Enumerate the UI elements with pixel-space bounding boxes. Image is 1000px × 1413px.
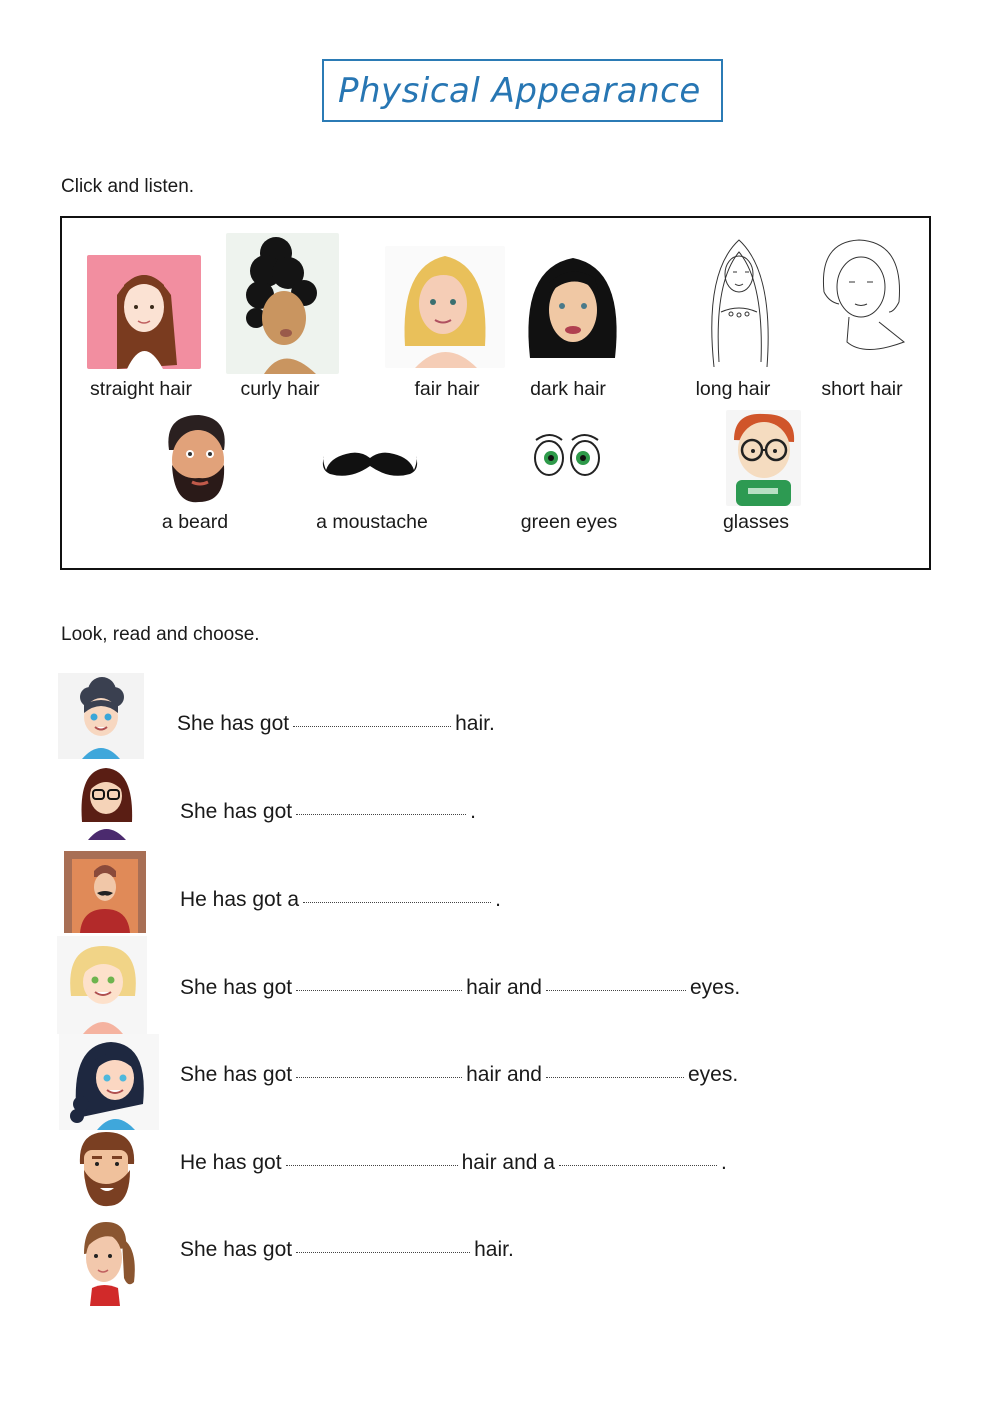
sentence-text: hair. bbox=[455, 712, 495, 735]
sentence-text: She has got bbox=[180, 800, 293, 823]
answer-input-3a[interactable] bbox=[303, 880, 491, 902]
sentence-text: She has got bbox=[177, 712, 290, 735]
curly-hair-woman-image[interactable] bbox=[226, 233, 339, 374]
exercise-sentence-5 bbox=[180, 1063, 738, 1087]
sentence-text: She has got bbox=[180, 976, 293, 999]
answer-blank-6b[interactable] bbox=[559, 1165, 717, 1166]
exercise-sentence-7 bbox=[180, 1238, 514, 1262]
sentence-text: hair and bbox=[466, 976, 542, 999]
answer-input-5a[interactable] bbox=[296, 1055, 462, 1077]
girl-curly-updo-avatar bbox=[58, 673, 144, 759]
title-box bbox=[322, 59, 723, 122]
vocab-label: fair hair bbox=[414, 378, 480, 400]
exercise-sentence-4 bbox=[180, 976, 740, 1000]
answer-blank-4a[interactable] bbox=[296, 990, 462, 991]
vocab-label: straight hair bbox=[90, 378, 192, 400]
girl-glasses-avatar bbox=[76, 762, 136, 840]
long-hair-sketch-image[interactable] bbox=[689, 232, 789, 372]
sentence-text: eyes. bbox=[689, 976, 741, 999]
dark-hair-girl-avatar bbox=[59, 1034, 159, 1130]
answer-input-6a[interactable] bbox=[286, 1143, 458, 1165]
answer-blank-7a[interactable] bbox=[296, 1252, 470, 1253]
sentence-text: He has got a bbox=[180, 888, 300, 911]
dark-hair-woman-image[interactable] bbox=[515, 248, 630, 363]
vocab-label: long hair bbox=[695, 378, 771, 400]
answer-blank-5b[interactable] bbox=[546, 1077, 684, 1078]
vocab-label: green eyes bbox=[520, 511, 618, 533]
answer-blank-5a[interactable] bbox=[296, 1077, 462, 1078]
page-title: Physical Appearance bbox=[338, 70, 701, 111]
exercise-sentence-1 bbox=[177, 712, 495, 736]
sentence-text: She has got bbox=[180, 1063, 293, 1086]
ponytail-girl-avatar bbox=[76, 1218, 138, 1306]
exercise-sentence-3 bbox=[180, 888, 501, 912]
answer-input-5b[interactable] bbox=[546, 1055, 684, 1077]
sentence-text: eyes. bbox=[687, 1063, 739, 1086]
bearded-man-image[interactable] bbox=[154, 410, 236, 506]
answer-blank-4b[interactable] bbox=[546, 990, 686, 991]
vocab-label: curly hair bbox=[240, 378, 320, 400]
sentence-text: . bbox=[720, 1151, 727, 1174]
sentence-text: hair and bbox=[466, 1063, 542, 1086]
answer-input-7a[interactable] bbox=[296, 1230, 470, 1252]
answer-blank-6a[interactable] bbox=[286, 1165, 458, 1166]
vocabulary-box bbox=[60, 216, 931, 570]
vocab-label: glasses bbox=[722, 511, 790, 533]
straight-hair-woman-image[interactable] bbox=[87, 255, 201, 369]
answer-input-4a[interactable] bbox=[296, 968, 462, 990]
sentence-text: She has got bbox=[180, 1238, 293, 1261]
answer-input-6b[interactable] bbox=[559, 1143, 717, 1165]
sentence-text: hair and a bbox=[461, 1151, 555, 1174]
exercise-sentence-2 bbox=[180, 800, 476, 824]
bearded-man-avatar bbox=[74, 1130, 138, 1208]
vocab-label: a beard bbox=[161, 511, 229, 533]
answer-input-4b[interactable] bbox=[546, 968, 686, 990]
answer-blank-2a[interactable] bbox=[296, 814, 466, 815]
sentence-text: . bbox=[470, 800, 476, 823]
answer-blank-1a[interactable] bbox=[293, 726, 451, 727]
green-eyes-image[interactable] bbox=[530, 430, 604, 480]
exercise-sentence-6 bbox=[180, 1151, 727, 1175]
vocab-label: short hair bbox=[821, 378, 903, 400]
answer-blank-3a[interactable] bbox=[303, 902, 491, 903]
sentence-text: He has got bbox=[180, 1151, 282, 1174]
sentence-text: . bbox=[495, 888, 501, 911]
section1-instruction: Click and listen. bbox=[61, 176, 195, 197]
answer-input-1a[interactable] bbox=[293, 704, 451, 726]
moustache-image[interactable] bbox=[320, 446, 420, 484]
fair-hair-woman-image[interactable] bbox=[385, 246, 505, 368]
man-moustache-avatar bbox=[64, 851, 146, 933]
vocab-label: a moustache bbox=[316, 511, 428, 533]
blonde-girl-avatar bbox=[57, 936, 147, 1034]
short-hair-sketch-image[interactable] bbox=[809, 232, 914, 362]
boy-with-glasses-image[interactable] bbox=[726, 410, 801, 506]
section2-instruction: Look, read and choose. bbox=[61, 624, 260, 645]
vocab-label: dark hair bbox=[530, 378, 606, 400]
answer-input-2a[interactable] bbox=[296, 792, 466, 814]
sentence-text: hair. bbox=[474, 1238, 514, 1261]
